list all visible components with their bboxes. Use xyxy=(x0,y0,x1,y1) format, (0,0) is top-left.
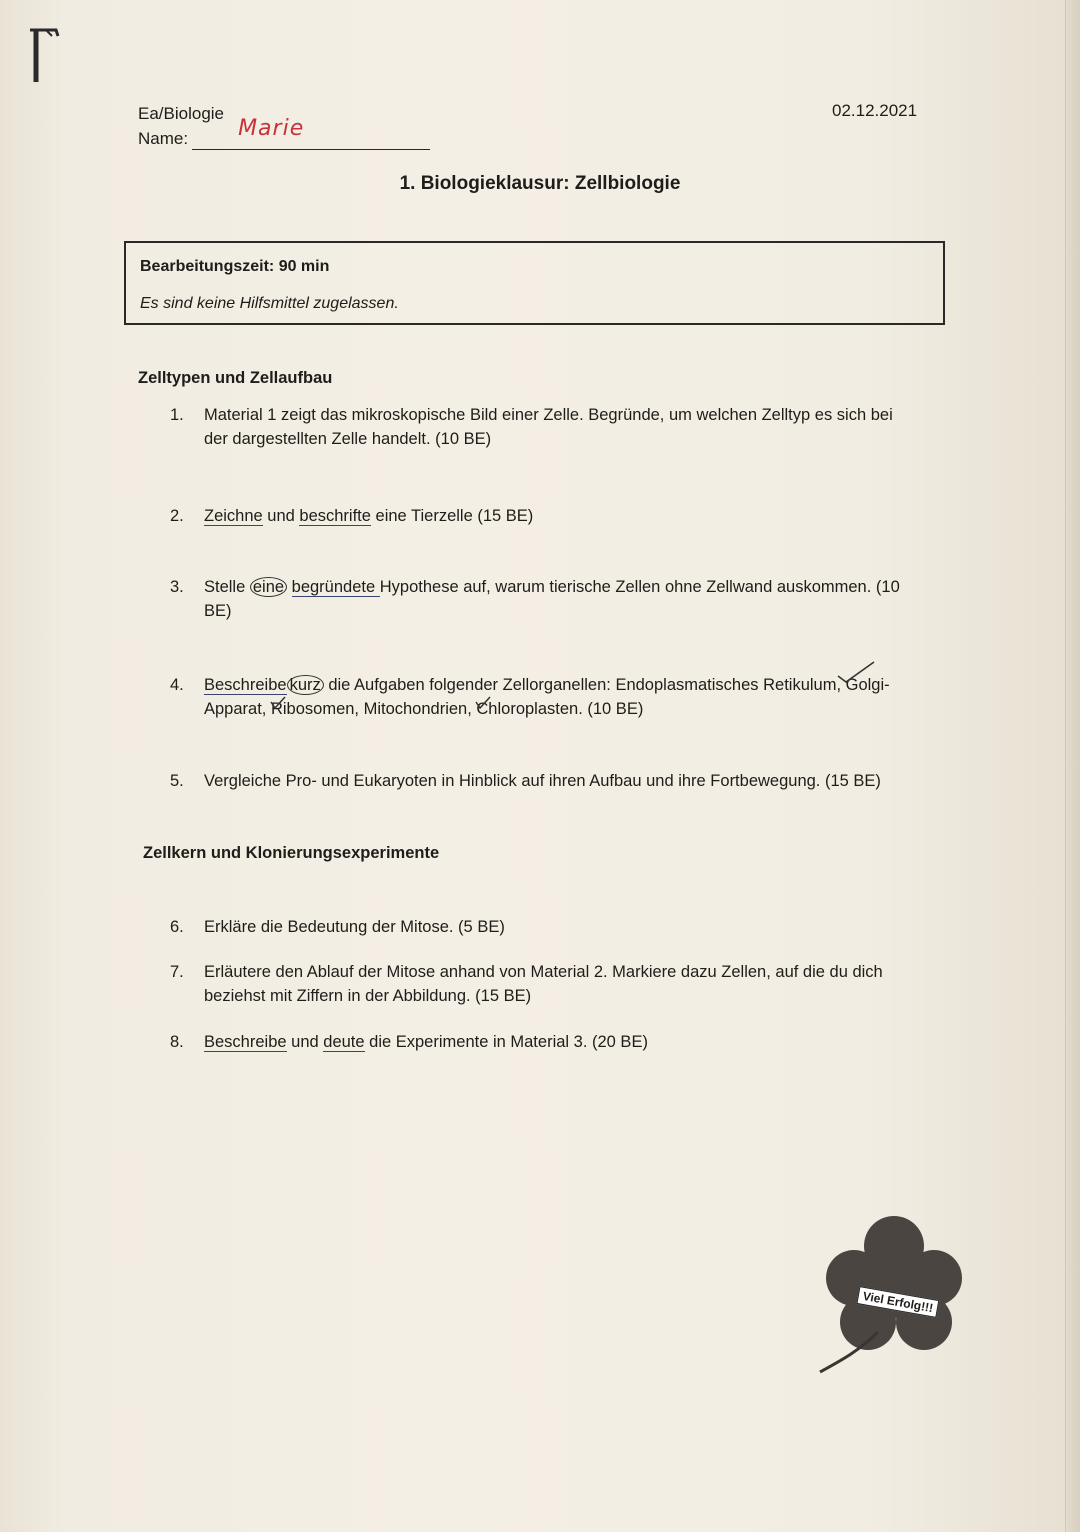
time-limit: Bearbeitungszeit: 90 min xyxy=(140,258,330,275)
staple-icon xyxy=(22,22,66,92)
task-text: Erläutere den Ablauf der Mitose anhand von Material 2. Markiere dazu Zellen, auf die du dich beziehst mit Ziffern in der Abbildung. (15 BE) xyxy=(204,963,883,1005)
task-text xyxy=(204,575,919,623)
task-text: Erkläre die Bedeutung der Mitose. (5 BE) xyxy=(204,918,505,936)
task-number: 4. xyxy=(170,676,184,694)
aids-note: Es sind keine Hilfsmittel zugelassen. xyxy=(140,295,399,312)
task-number: 1. xyxy=(170,406,184,424)
task-number: 2. xyxy=(170,507,184,525)
operator-underlined: Zeichne xyxy=(204,507,263,525)
task-number: 5. xyxy=(170,772,184,790)
task-1 xyxy=(170,403,919,451)
task-7 xyxy=(170,960,904,1008)
task-text-part: eine Tierzelle (15 BE) xyxy=(370,507,534,525)
operator-underlined: Beschreibe xyxy=(204,676,287,694)
task-5 xyxy=(170,769,944,793)
task-number: 6. xyxy=(170,918,184,936)
task-text xyxy=(204,1030,919,1054)
task-text xyxy=(204,504,919,528)
task-text-part: die Aufgaben folgender Zellorganellen: Endoplasmatisches Retikulum, Golgi-Apparat, Ribosomen, Mitochondrien, Chloroplasten. (10 BE) xyxy=(204,676,890,718)
task-2 xyxy=(170,504,919,528)
operator-underlined: beschrifte xyxy=(299,507,371,525)
underlined-word: begründete xyxy=(291,578,380,596)
task-text: Vergleiche Pro- und Eukaryoten in Hinblick auf ihren Aufbau und ihre Fortbewegung. (15 BE) xyxy=(204,772,881,790)
circled-word: eine xyxy=(250,577,287,597)
task-text xyxy=(204,673,919,721)
name-row xyxy=(138,116,430,150)
course-label: Ea/Biologie xyxy=(138,104,225,123)
task-number: 7. xyxy=(170,963,184,981)
check-mark-icon xyxy=(475,696,491,710)
check-mark-icon xyxy=(270,696,286,710)
task-8 xyxy=(170,1030,919,1054)
name-label: Name: xyxy=(138,129,189,148)
task-number: 3. xyxy=(170,578,184,596)
operator-underlined: Beschreibe xyxy=(204,1033,287,1051)
task-6 xyxy=(170,915,919,939)
check-mark-icon xyxy=(836,660,876,684)
exam-date: 02.12.2021 xyxy=(832,101,918,120)
task-number: 8. xyxy=(170,1033,184,1051)
task-text-part: Hypothese auf, warum tierische Zellen ohne Zellwand auskommen. (10 BE) xyxy=(204,578,900,620)
header-block xyxy=(138,102,430,150)
task-text-part: und xyxy=(262,507,300,525)
name-field[interactable] xyxy=(192,116,430,150)
task-text-part: und xyxy=(286,1033,324,1051)
task-text-part: die Experimente in Material 3. (20 BE) xyxy=(364,1033,648,1051)
exam-title: 1. Biologieklausur: Zellbiologie xyxy=(399,173,681,194)
handwritten-name: Marie xyxy=(238,116,305,141)
operator-underlined: deute xyxy=(323,1033,365,1051)
section-title: Zellkern und Klonierungsexperimente xyxy=(143,844,440,862)
task-3 xyxy=(170,575,919,623)
task-text-part: Stelle xyxy=(204,578,250,596)
task-text: Material 1 zeigt das mikroskopische Bild einer Zelle. Begründe, um welchen Zelltyp es sich bei der dargestellten Zelle handelt. (10 BE) xyxy=(204,406,893,448)
circled-word: kurz xyxy=(287,675,324,695)
stacked-page-edge xyxy=(1065,0,1080,1532)
section-title: Zelltypen und Zellaufbau xyxy=(138,369,333,387)
clover-label: Viel Erfolg!!! xyxy=(856,1286,939,1318)
info-box xyxy=(124,241,945,325)
task-text-part xyxy=(287,578,292,596)
